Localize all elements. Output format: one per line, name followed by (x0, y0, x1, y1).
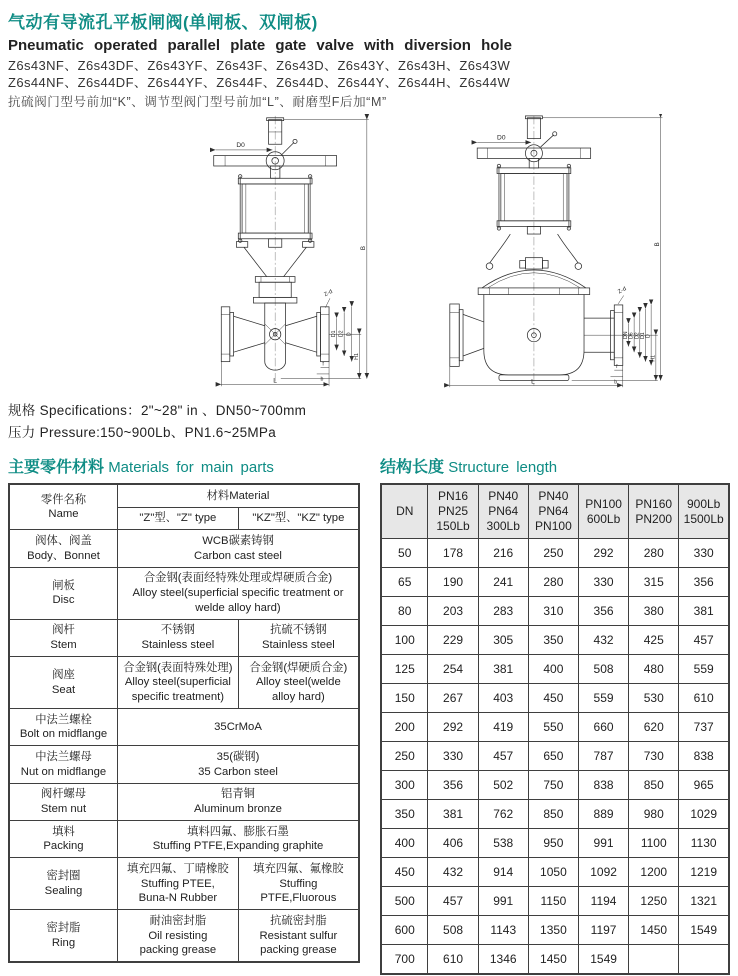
dn-cell: 700 (381, 945, 428, 975)
length-cell: 356 (578, 597, 628, 626)
z-type-header: "Z"型、"Z" type (118, 507, 239, 530)
technical-drawings (8, 114, 730, 390)
structure-title-cn: 结构长度 (380, 459, 445, 476)
length-cell: 1197 (578, 916, 628, 945)
length-cell: 730 (629, 742, 679, 771)
length-cell: 1346 (478, 945, 528, 975)
length-cell: 1350 (528, 916, 578, 945)
length-cell: 660 (578, 713, 628, 742)
length-cell: 310 (528, 597, 578, 626)
materials-title-cn: 主要零件材料 (8, 459, 105, 476)
pressure-class-header: PN100 600Lb (578, 484, 628, 539)
model-list-line1: Z6s43NF、Z6s43DF、Z6s43YF、Z6s43F、Z6s43D、Z6s43Y、Z6s43H、Z6s43W (8, 58, 511, 73)
length-cell: 425 (629, 626, 679, 655)
length-cell: 190 (428, 568, 478, 597)
structure-table-row (381, 713, 729, 742)
dim-label-b-small: b (320, 376, 324, 383)
length-cell: 350 (528, 626, 578, 655)
dim-label-d2: D2 (338, 330, 345, 338)
materials-header-row-1 (9, 484, 359, 507)
pressure-class-header: 900Lb 1500Lb (679, 484, 729, 539)
part-name-cell: 中法兰螺母 Nut on midflange (9, 746, 118, 783)
material-cell: 铝青铜 Aluminum bronze (118, 783, 360, 820)
dn-cell: 450 (381, 858, 428, 887)
dn-cell: 125 (381, 655, 428, 684)
length-cell: 1450 (528, 945, 578, 975)
dim-label-d0-2: D0 (497, 134, 506, 142)
part-name-cell: 阀体、阀盖 Body、Bonnet (9, 530, 118, 567)
dn-cell: 300 (381, 771, 428, 800)
length-cell: 267 (428, 684, 478, 713)
length-cell: 991 (478, 887, 528, 916)
material-cell: 35(碳钢) 35 Carbon steel (118, 746, 360, 783)
pressure-class-header: PN40 PN64 300Lb (478, 484, 528, 539)
dim-label-h1: H1 (353, 353, 360, 360)
specifications-block (8, 400, 730, 444)
length-cell: 838 (679, 742, 729, 771)
length-cell: 1321 (679, 887, 729, 916)
structure-length-table (380, 483, 730, 975)
dn-cell: 100 (381, 626, 428, 655)
length-cell: 508 (428, 916, 478, 945)
length-cell: 1150 (528, 887, 578, 916)
pressure-line: 压力 Pressure:150~900Lb、PN1.6~25MPa (8, 425, 277, 440)
length-cell: 241 (478, 568, 528, 597)
length-cell: 838 (578, 771, 628, 800)
dim-label-d: D (346, 332, 353, 337)
material-cell: 合金钢(表面特殊处理) Alloy steel(superficial specific treatment) (118, 657, 239, 709)
dim-label-d0: D0 (236, 142, 245, 150)
length-cell: 381 (478, 655, 528, 684)
length-cell: 330 (578, 568, 628, 597)
material-cell: WCB碳素铸钢 Carbon cast steel (118, 530, 360, 567)
page-title-en: Pneumatic operated parallel plate gate valve with diversion hole (8, 37, 512, 54)
dim-label-b-total: B (359, 246, 367, 251)
dim-label-zd-2: Z-d (617, 286, 628, 296)
dn-cell: 600 (381, 916, 428, 945)
length-cell: 450 (528, 684, 578, 713)
materials-table-row (9, 709, 359, 746)
length-cell (679, 945, 729, 975)
dn-cell: 350 (381, 800, 428, 829)
pressure-class-header: PN160 PN200 (629, 484, 679, 539)
length-cell: 315 (629, 568, 679, 597)
spec-line: 规格 Specifications：2"~28" in 、DN50~700mm (8, 403, 307, 418)
part-name-cell: 中法兰螺栓 Bolt on midflange (9, 709, 118, 746)
dim-label-d1: D1 (331, 330, 338, 338)
materials-table (8, 483, 360, 963)
length-cell: 1100 (629, 829, 679, 858)
structure-table-row (381, 684, 729, 713)
length-cell: 292 (578, 539, 628, 568)
part-name-header: 零件名称 Name (9, 484, 118, 530)
length-cell: 1050 (528, 858, 578, 887)
kz-type-header: "KZ"型、"KZ" type (238, 507, 359, 530)
length-cell: 950 (528, 829, 578, 858)
part-name-cell: 填料 Packing (9, 821, 118, 858)
structure-title-en: Structure length (448, 459, 558, 476)
part-name-cell: 密封脂 Ring (9, 910, 118, 963)
length-cell: 850 (528, 800, 578, 829)
length-cell: 1143 (478, 916, 528, 945)
dn-cell: 80 (381, 597, 428, 626)
length-cell: 330 (679, 539, 729, 568)
materials-title-en: Materials for main parts (108, 459, 274, 476)
length-cell: 620 (629, 713, 679, 742)
materials-table-row (9, 746, 359, 783)
dim-label-d1-2: D1 (640, 332, 647, 339)
material-cell: 填料四氟、膨胀石墨 Stuffing PTFE,Expanding graphite (118, 821, 360, 858)
materials-table-row (9, 910, 359, 963)
structure-table-row (381, 800, 729, 829)
length-cell: 356 (428, 771, 478, 800)
model-suffix-note: 抗硫阀门型号前加“K”、调节型阀门型号前加“L”、耐磨型F后加“M” (8, 95, 387, 109)
length-cell: 216 (478, 539, 528, 568)
structure-table-row (381, 597, 729, 626)
materials-table-row (9, 657, 359, 709)
length-cell: 610 (679, 684, 729, 713)
length-cell: 292 (428, 713, 478, 742)
structure-table-row (381, 742, 729, 771)
length-cell: 559 (679, 655, 729, 684)
part-name-cell: 阀杆 Stem (9, 619, 118, 656)
length-cell: 1200 (629, 858, 679, 887)
length-cell: 380 (629, 597, 679, 626)
material-cell: 耐油密封脂 Oil resisting packing grease (118, 910, 239, 963)
structure-table-row (381, 626, 729, 655)
structure-table-row (381, 916, 729, 945)
material-cell: 合金钢(焊硬质合金) Alloy steel(welde alloy hard) (238, 657, 359, 709)
dn-cell: 50 (381, 539, 428, 568)
dn-cell: 500 (381, 887, 428, 916)
length-cell: 280 (528, 568, 578, 597)
structure-header-row (381, 484, 729, 539)
length-cell: 283 (478, 597, 528, 626)
material-cell: 填充四氟、氟橡胶 Stuffing PTFE,Fluorous (238, 858, 359, 910)
dim-label-d-2: D (645, 334, 652, 339)
length-cell: 1130 (679, 829, 729, 858)
materials-table-row (9, 567, 359, 619)
length-cell: 356 (679, 568, 729, 597)
dim-label-d6: D6 (628, 332, 635, 339)
length-cell: 980 (629, 800, 679, 829)
material-cell: 填充四氟、丁晴橡胶 Stuffing PTEE, Buna-N Rubber (118, 858, 239, 910)
length-cell: 457 (478, 742, 528, 771)
pressure-class-header: PN16 PN25 150Lb (428, 484, 478, 539)
length-cell: 280 (629, 539, 679, 568)
length-cell: 254 (428, 655, 478, 684)
length-cell: 737 (679, 713, 729, 742)
length-cell: 502 (478, 771, 528, 800)
length-cell: 530 (629, 684, 679, 713)
page-header (8, 8, 730, 110)
length-cell: 400 (528, 655, 578, 684)
length-cell: 457 (428, 887, 478, 916)
dim-label-b-small-2: b (614, 379, 618, 386)
length-cell: 508 (578, 655, 628, 684)
page-title-cn: 气动有导流孔平板闸阀(单闸板、双闸板) (8, 13, 318, 32)
length-cell: 229 (428, 626, 478, 655)
dn-cell: 65 (381, 568, 428, 597)
materials-table-row (9, 821, 359, 858)
dim-label-l-2: L (531, 378, 535, 386)
dn-cell: 200 (381, 713, 428, 742)
dn-cell: 150 (381, 684, 428, 713)
structure-table-row (381, 771, 729, 800)
length-cell: 432 (578, 626, 628, 655)
length-cell: 550 (528, 713, 578, 742)
material-cell: 抗硫密封脂 Resistant sulfur packing grease (238, 910, 359, 963)
length-cell: 650 (528, 742, 578, 771)
dn-cell: 400 (381, 829, 428, 858)
materials-table-body (9, 530, 359, 963)
structure-table-row (381, 655, 729, 684)
material-cell: 35CrMoA (118, 709, 360, 746)
length-cell: 559 (578, 684, 628, 713)
structure-section-title (380, 454, 730, 477)
dim-label-f: f (322, 361, 324, 368)
length-cell: 1450 (629, 916, 679, 945)
structure-table-row (381, 568, 729, 597)
length-cell: 889 (578, 800, 628, 829)
structure-table-row (381, 539, 729, 568)
structure-table-row (381, 945, 729, 975)
material-cell: 抗硫不锈钢 Stainless steel (238, 619, 359, 656)
dim-label-dn: DN (623, 331, 630, 339)
part-name-cell: 闸板 Disc (9, 567, 118, 619)
length-cell: 750 (528, 771, 578, 800)
materials-section-title (8, 454, 360, 477)
structure-table-row (381, 858, 729, 887)
structure-table-row (381, 887, 729, 916)
single-plate-valve-drawing (180, 114, 376, 390)
dim-label-h1-2: H1 (650, 355, 657, 362)
materials-table-row (9, 619, 359, 656)
length-cell: 1029 (679, 800, 729, 829)
part-name-cell: 阀座 Seat (9, 657, 118, 709)
material-cell: 不锈钢 Stainless steel (118, 619, 239, 656)
length-cell: 538 (478, 829, 528, 858)
length-cell: 914 (478, 858, 528, 887)
material-header: 材料Material (118, 484, 360, 507)
length-cell: 457 (679, 626, 729, 655)
materials-table-row (9, 783, 359, 820)
length-cell: 381 (679, 597, 729, 626)
length-cell (629, 945, 679, 975)
dim-label-zd: Z-d (323, 288, 334, 299)
dim-label-f-2: f (616, 364, 618, 371)
materials-table-row (9, 858, 359, 910)
materials-table-row (9, 530, 359, 567)
length-cell: 1092 (578, 858, 628, 887)
length-cell: 406 (428, 829, 478, 858)
length-cell: 330 (428, 742, 478, 771)
length-cell: 850 (629, 771, 679, 800)
length-cell: 1549 (679, 916, 729, 945)
length-cell: 203 (428, 597, 478, 626)
length-cell: 250 (528, 539, 578, 568)
length-cell: 787 (578, 742, 628, 771)
length-cell: 1194 (578, 887, 628, 916)
length-cell: 480 (629, 655, 679, 684)
length-cell: 432 (428, 858, 478, 887)
length-cell: 403 (478, 684, 528, 713)
model-list-line2: Z6s44NF、Z6s44DF、Z6s44YF、Z6s44F、Z6s44D、Z6s44Y、Z6s44H、Z6s44W (8, 75, 511, 90)
valve-body-2 (450, 295, 623, 381)
structure-table-row (381, 829, 729, 858)
length-cell: 991 (578, 829, 628, 858)
material-cell: 合金钢(表面经特殊处理或焊硬质合金) Alloy steel(superficial specific treatment or welde alloy hard) (118, 567, 360, 619)
length-cell: 610 (428, 945, 478, 975)
length-cell: 178 (428, 539, 478, 568)
length-cell: 305 (478, 626, 528, 655)
part-name-cell: 密封圈 Sealing (9, 858, 118, 910)
pressure-class-header: PN40 PN64 PN100 (528, 484, 578, 539)
dn-header: DN (381, 484, 428, 539)
dim-label-d2-2: D2 (634, 332, 641, 339)
part-name-cell: 阀杆螺母 Stem nut (9, 783, 118, 820)
length-cell: 1219 (679, 858, 729, 887)
length-cell: 419 (478, 713, 528, 742)
length-cell: 1549 (578, 945, 628, 975)
dim-label-l: L (273, 377, 277, 385)
double-plate-valve-drawing (434, 114, 666, 390)
length-cell: 1250 (629, 887, 679, 916)
length-cell: 762 (478, 800, 528, 829)
dn-cell: 250 (381, 742, 428, 771)
length-cell: 965 (679, 771, 729, 800)
length-cell: 381 (428, 800, 478, 829)
dim-label-b-total-2: B (654, 242, 662, 247)
structure-table-body (381, 539, 729, 975)
